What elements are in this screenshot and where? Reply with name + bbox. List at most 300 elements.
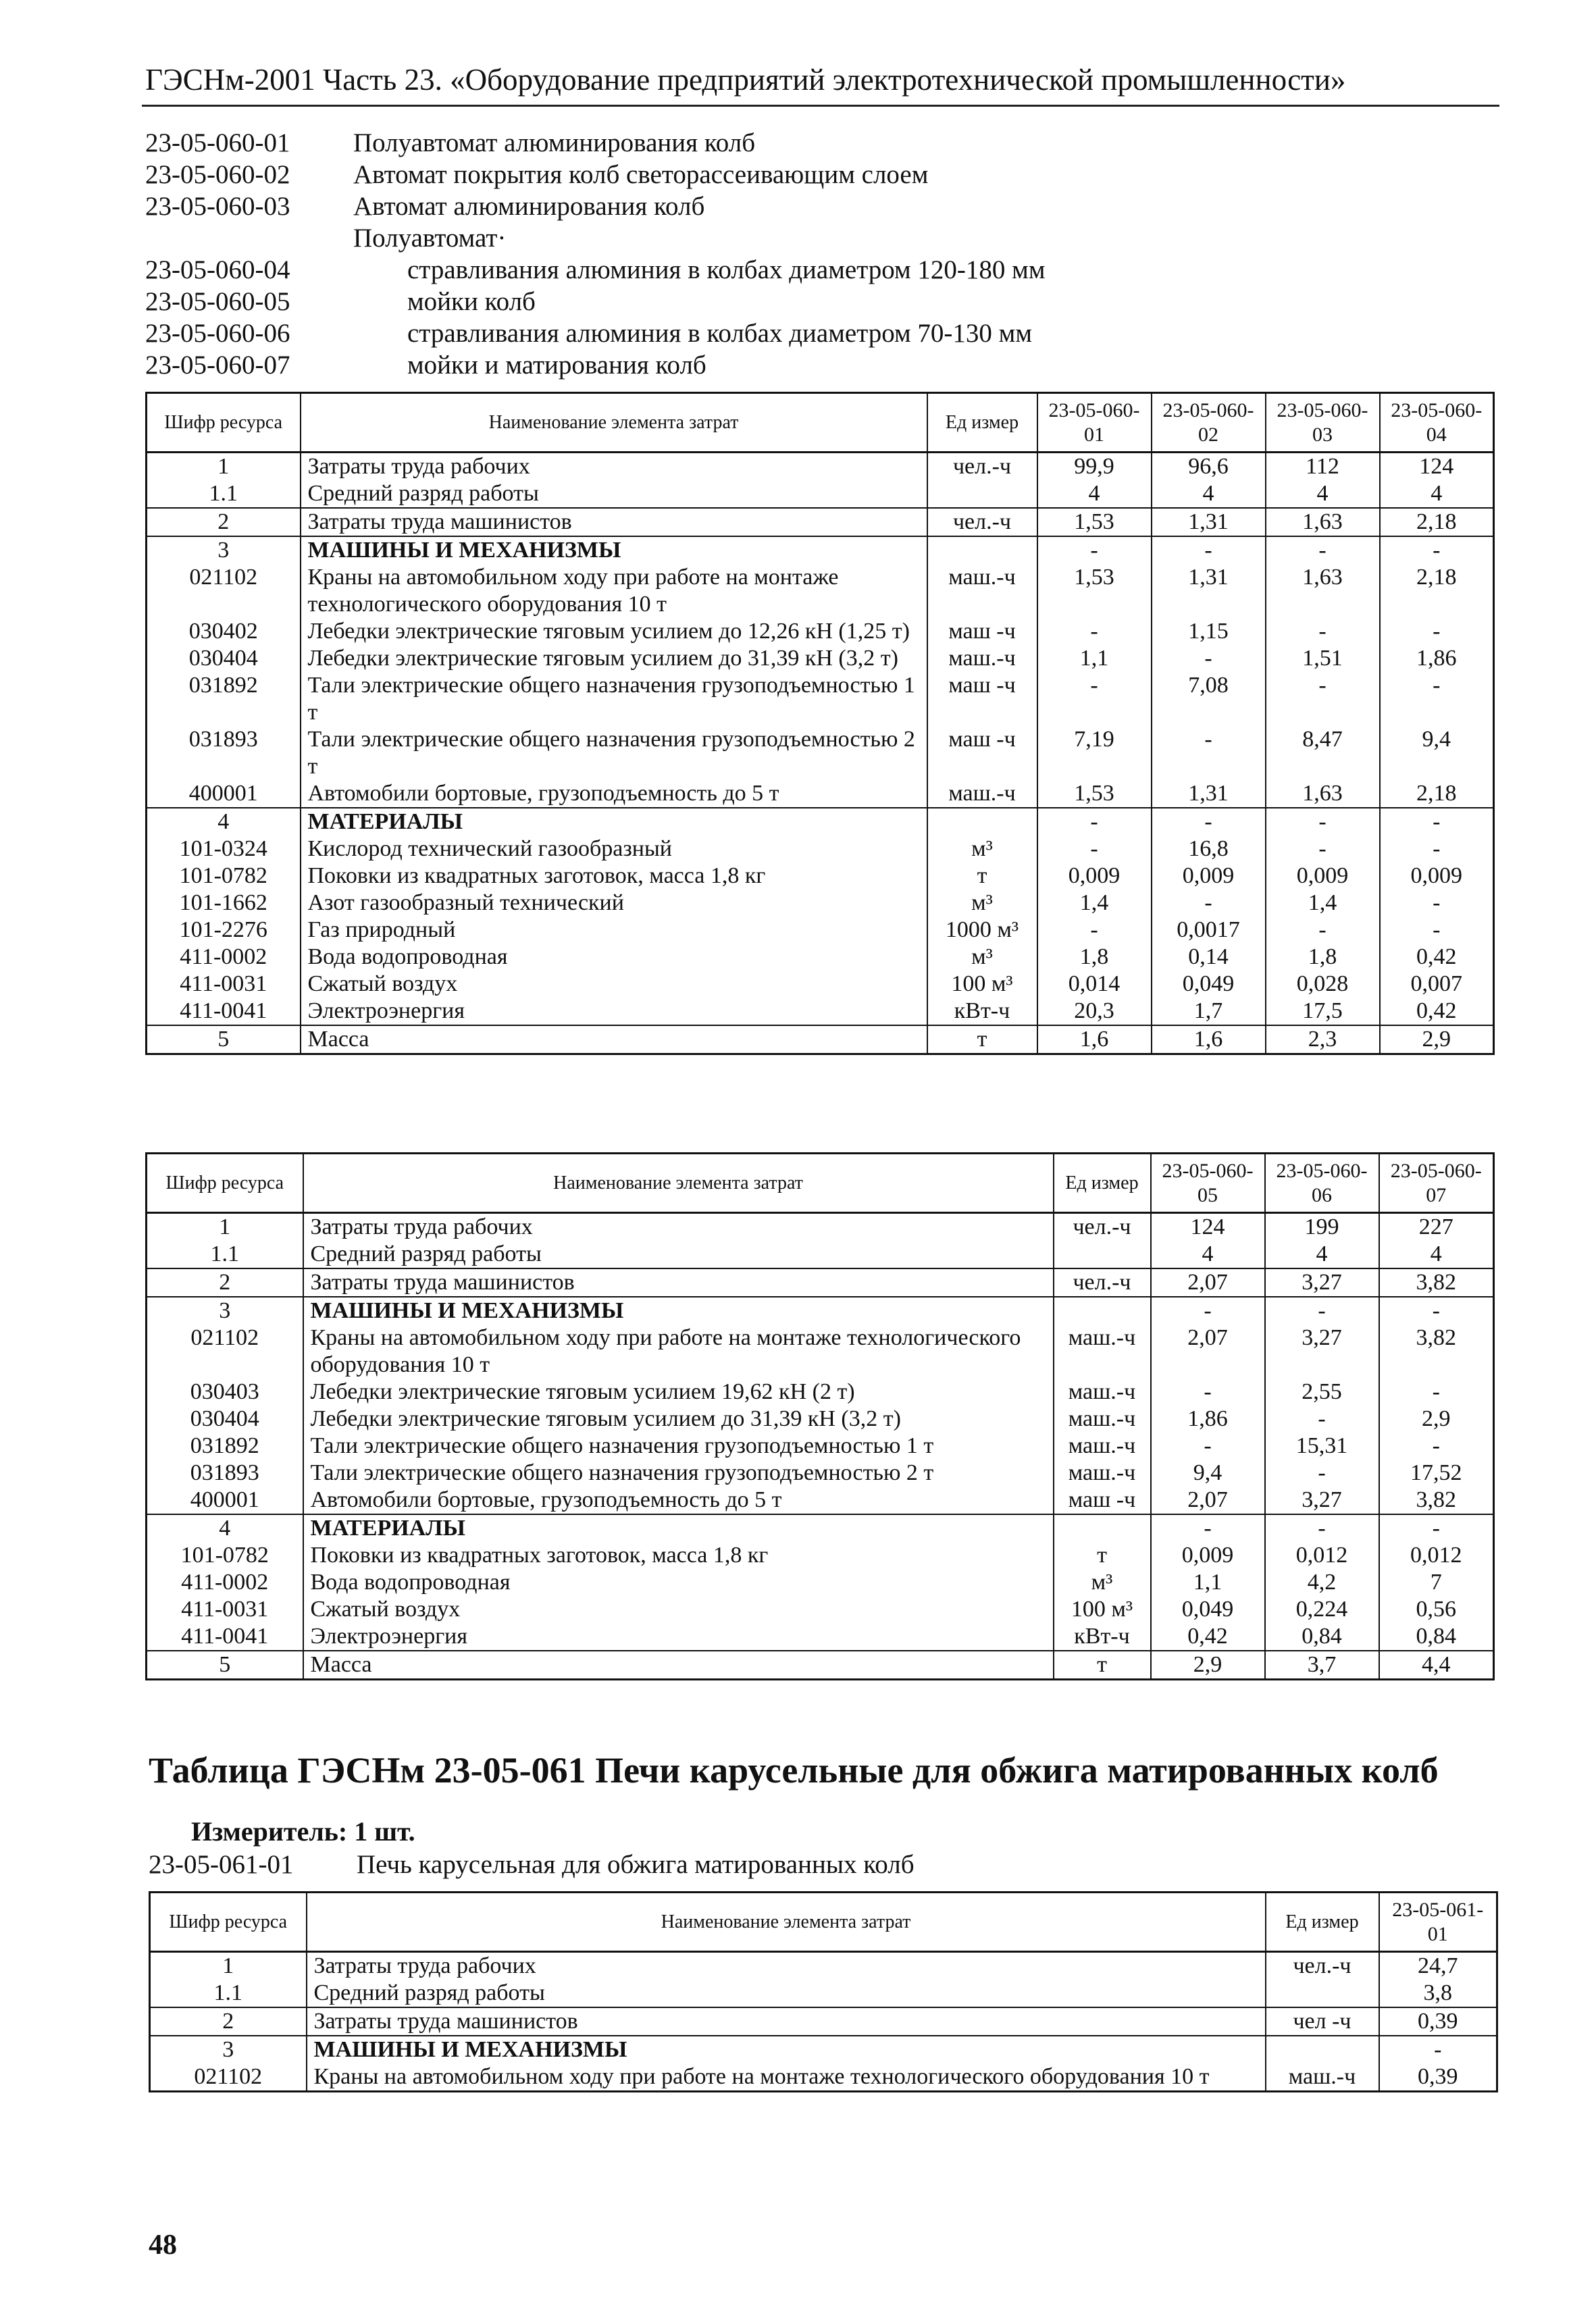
resource-name: Затраты труда рабочих	[303, 1213, 1054, 1241]
resource-value: 1,53	[1037, 780, 1152, 808]
resource-code: 400001	[147, 780, 301, 808]
section-item-code: 23-05-061-01	[149, 1850, 294, 1879]
resource-name: Краны на автомобильном ходу при работе на монтаже технологического оборудования 10 т	[301, 564, 927, 618]
resource-code: 101-0324	[147, 835, 301, 863]
resource-value: 0,39	[1379, 2007, 1497, 2036]
resource-code: 2	[147, 508, 301, 536]
item-name: мойки и матирования колб	[407, 351, 706, 380]
resource-name: Автомобили бортовые, грузоподъемность до 5 т	[303, 1487, 1054, 1514]
resource-value: 1,15	[1152, 618, 1266, 645]
resource-name: Средний разряд работы	[303, 1241, 1054, 1268]
item-name: Автомат алюминирования колб	[353, 192, 705, 221]
resource-value: 199	[1265, 1213, 1379, 1241]
resource-value: 0,049	[1152, 971, 1266, 998]
table-row	[147, 726, 1494, 780]
resource-value: 1,53	[1037, 508, 1152, 536]
resource-value: 1,86	[1151, 1406, 1265, 1433]
resource-value: -	[1380, 890, 1494, 917]
resource-value: -	[1380, 835, 1494, 863]
item-name: стравливания алюминия в колбах диаметром 70-130 мм	[407, 319, 1033, 348]
resource-value: -	[1266, 808, 1380, 835]
resource-unit: м³	[1054, 1569, 1151, 1596]
resource-unit: маш.-ч	[1054, 1406, 1151, 1433]
resource-value: 3,27	[1265, 1268, 1379, 1297]
resource-value: 112	[1266, 453, 1380, 481]
header-code: Шифр ресурса	[150, 1893, 307, 1952]
item-name: Полуавтомат·	[353, 224, 507, 253]
resource-value: -	[1379, 1297, 1494, 1325]
resource-value: 0,014	[1037, 971, 1152, 998]
resource-value: 124	[1380, 453, 1494, 481]
table-header-row	[147, 1154, 1494, 1213]
resource-value: 2,9	[1151, 1651, 1265, 1680]
item-code: 23-05-060-02	[145, 160, 290, 189]
table-row	[147, 564, 1494, 618]
section-item	[149, 1849, 1432, 1880]
resource-unit: м³	[927, 835, 1037, 863]
table-row	[147, 944, 1494, 971]
resource-unit	[927, 808, 1037, 835]
item-code: 23-05-060-06	[145, 319, 290, 348]
resource-unit: чел.-ч	[1054, 1268, 1151, 1297]
resource-value: -	[1037, 917, 1152, 944]
resource-value: -	[1152, 808, 1266, 835]
resource-name: Затраты труда машинистов	[303, 1268, 1054, 1297]
resource-name: Электроэнергия	[301, 998, 927, 1025]
resource-value: 2,9	[1379, 1406, 1494, 1433]
item-list-row	[145, 349, 1428, 381]
item-name: Полуавтомат алюминирования колб	[353, 128, 756, 157]
resource-value: 0,028	[1266, 971, 1380, 998]
resource-value: 0,42	[1380, 944, 1494, 971]
resource-value: 0,012	[1265, 1542, 1379, 1569]
resource-unit: т	[927, 863, 1037, 890]
resource-value: 4	[1379, 1241, 1494, 1268]
item-name: мойки колб	[407, 287, 536, 316]
resource-name: Тали электрические общего назначения грузоподъемностью 1 т	[303, 1433, 1054, 1460]
header-code: Шифр ресурса	[147, 393, 301, 453]
table-row	[147, 508, 1494, 536]
resource-unit	[927, 536, 1037, 564]
section-title: Таблица ГЭСНм 23-05-061 Печи карусельные для обжига матированных колб	[149, 1750, 1439, 1791]
resource-name: Лебедки электрические тяговым усилием до 12,26 кН (1,25 т)	[301, 618, 927, 645]
resource-code: 021102	[150, 2063, 307, 2092]
table-row	[147, 1325, 1494, 1379]
resource-name: Средний разряд работы	[307, 1980, 1266, 2007]
resource-name: МАТЕРИАЛЫ	[301, 808, 927, 835]
resource-unit: маш.-ч	[1266, 2063, 1379, 2092]
table-row	[147, 618, 1494, 645]
resource-name: Кислород технический газообразный	[301, 835, 927, 863]
item-list-row	[145, 254, 1428, 286]
resource-value: 1,8	[1037, 944, 1152, 971]
table-row	[147, 1379, 1494, 1406]
resource-value: 0,049	[1151, 1596, 1265, 1623]
header-column-code: 23-05-061-01	[1379, 1893, 1497, 1952]
resource-value: 1,1	[1151, 1569, 1265, 1596]
resource-value: 1,31	[1152, 508, 1266, 536]
header-column-code: 23-05-060-07	[1379, 1154, 1494, 1213]
resource-unit: т	[1054, 1651, 1151, 1680]
resource-value: 1,8	[1266, 944, 1380, 971]
resource-name: Лебедки электрические тяговым усилием до 31,39 кН (3,2 т)	[303, 1406, 1054, 1433]
table-row	[150, 2063, 1497, 2092]
resource-unit: маш.-ч	[927, 780, 1037, 808]
resource-unit: кВт-ч	[927, 998, 1037, 1025]
resource-code: 030404	[147, 1406, 303, 1433]
table-row	[147, 917, 1494, 944]
resource-table-1	[145, 392, 1495, 1055]
resource-value: 9,4	[1151, 1460, 1265, 1487]
resource-unit: маш.-ч	[1054, 1460, 1151, 1487]
resource-value: 7,19	[1037, 726, 1152, 780]
resource-code: 411-0041	[147, 1623, 303, 1651]
table-row	[147, 1487, 1494, 1514]
table-row	[150, 2036, 1497, 2063]
table-row	[147, 1460, 1494, 1487]
resource-code: 3	[147, 1297, 303, 1325]
resource-value: 4	[1266, 480, 1380, 508]
resource-value: 1,63	[1266, 780, 1380, 808]
table-row	[147, 998, 1494, 1025]
resource-code: 031892	[147, 672, 301, 726]
resource-name: Сжатый воздух	[303, 1596, 1054, 1623]
resource-code: 4	[147, 1514, 303, 1542]
resource-value: 1,53	[1037, 564, 1152, 618]
resource-value: -	[1380, 917, 1494, 944]
resource-value: 20,3	[1037, 998, 1152, 1025]
resource-name: Азот газообразный технический	[301, 890, 927, 917]
resource-value: 1,63	[1266, 508, 1380, 536]
resource-value: 4	[1037, 480, 1152, 508]
item-list-row	[145, 159, 1428, 190]
resource-unit	[1054, 1514, 1151, 1542]
resource-name: Лебедки электрические тяговым усилием до 31,39 кН (3,2 т)	[301, 645, 927, 672]
resource-code: 1	[147, 453, 301, 481]
resource-value: -	[1379, 1433, 1494, 1460]
resource-value: -	[1265, 1460, 1379, 1487]
table-row	[147, 1241, 1494, 1268]
table-row	[150, 1980, 1497, 2007]
resource-value: 3,27	[1265, 1487, 1379, 1514]
resource-value: 3,7	[1265, 1651, 1379, 1680]
resource-value: -	[1380, 536, 1494, 564]
item-list-row	[145, 222, 1428, 254]
table-row	[147, 1596, 1494, 1623]
table-row	[147, 1406, 1494, 1433]
resource-value: 0,84	[1379, 1623, 1494, 1651]
resource-value: 17,52	[1379, 1460, 1494, 1487]
resource-value: 1,31	[1152, 780, 1266, 808]
resource-value: -	[1037, 672, 1152, 726]
resource-code: 101-0782	[147, 863, 301, 890]
item-name: стравливания алюминия в колбах диаметром 120-180 мм	[407, 255, 1046, 284]
resource-code: 021102	[147, 1325, 303, 1379]
table-row	[147, 480, 1494, 508]
item-code: 23-05-060-03	[145, 192, 290, 221]
resource-value: 9,4	[1380, 726, 1494, 780]
resource-unit: маш.-ч	[1054, 1379, 1151, 1406]
resource-name: Краны на автомобильном ходу при работе на монтаже технологического оборудования 10 т	[307, 2063, 1266, 2092]
header-column-code: 23-05-060-04	[1380, 393, 1494, 453]
resource-name: Тали электрические общего назначения грузоподъемностью 2 т	[303, 1460, 1054, 1487]
resource-value: 2,55	[1265, 1379, 1379, 1406]
resource-value: 2,18	[1380, 780, 1494, 808]
header-unit: Ед измер	[1266, 1893, 1379, 1952]
resource-name: МАТЕРИАЛЫ	[303, 1514, 1054, 1542]
resource-value: 4	[1152, 480, 1266, 508]
resource-value: -	[1037, 618, 1152, 645]
header-unit: Ед измер	[927, 393, 1037, 453]
resource-value: 0,009	[1152, 863, 1266, 890]
resource-code: 411-0041	[147, 998, 301, 1025]
resource-name: Вода водопроводная	[303, 1569, 1054, 1596]
resource-value: 3,82	[1379, 1268, 1494, 1297]
resource-name: МАШИНЫ И МЕХАНИЗМЫ	[307, 2036, 1266, 2063]
resource-value: 3,8	[1379, 1980, 1497, 2007]
table-row	[147, 890, 1494, 917]
resource-unit: маш.-ч	[927, 564, 1037, 618]
resource-value: 0,39	[1379, 2063, 1497, 2092]
resource-value: 3,82	[1379, 1487, 1494, 1514]
resource-unit	[927, 480, 1037, 508]
resource-name: МАШИНЫ И МЕХАНИЗМЫ	[303, 1297, 1054, 1325]
header-column-code: 23-05-060-01	[1037, 393, 1152, 453]
resource-value: -	[1379, 2036, 1497, 2063]
resource-unit	[1266, 2036, 1379, 2063]
resource-value: -	[1151, 1379, 1265, 1406]
item-code: 23-05-060-04	[145, 255, 290, 284]
table-row	[150, 2007, 1497, 2036]
resource-value: 2,07	[1151, 1325, 1265, 1379]
resource-value: 4	[1380, 480, 1494, 508]
resource-value: 0,84	[1265, 1623, 1379, 1651]
resource-name: Масса	[303, 1651, 1054, 1680]
resource-code: 1.1	[147, 1241, 303, 1268]
resource-unit: 1000 м³	[927, 917, 1037, 944]
resource-unit: т	[927, 1025, 1037, 1054]
resource-code: 411-0031	[147, 971, 301, 998]
resource-code: 411-0002	[147, 1569, 303, 1596]
resource-value: 124	[1151, 1213, 1265, 1241]
table-row	[147, 1268, 1494, 1297]
item-list-row	[145, 190, 1428, 222]
resource-unit: маш -ч	[927, 726, 1037, 780]
resource-value: 16,8	[1152, 835, 1266, 863]
resource-unit: маш.-ч	[1054, 1433, 1151, 1460]
resource-code: 1.1	[147, 480, 301, 508]
resource-value: -	[1265, 1514, 1379, 1542]
resource-value: -	[1266, 618, 1380, 645]
resource-value: -	[1152, 645, 1266, 672]
resource-value: 1,6	[1037, 1025, 1152, 1054]
page-header: ГЭСНм-2001 Часть 23. «Оборудование предприятий электротехнической промышленности»	[145, 63, 1346, 97]
table-row	[147, 1623, 1494, 1651]
resource-code: 1.1	[150, 1980, 307, 2007]
resource-value: -	[1380, 808, 1494, 835]
resource-value: 1,51	[1266, 645, 1380, 672]
table-header-row	[150, 1893, 1497, 1952]
resource-value: 0,0017	[1152, 917, 1266, 944]
table-row	[147, 780, 1494, 808]
resource-value: -	[1151, 1514, 1265, 1542]
header-column-code: 23-05-060-06	[1265, 1154, 1379, 1213]
resource-code: 030403	[147, 1379, 303, 1406]
resource-value: 2,3	[1266, 1025, 1380, 1054]
resource-unit: маш -ч	[1054, 1487, 1151, 1514]
resource-value: 2,9	[1380, 1025, 1494, 1054]
resource-code: 2	[147, 1268, 303, 1297]
resource-value: -	[1037, 808, 1152, 835]
resource-value: 0,009	[1266, 863, 1380, 890]
item-code: 23-05-060-05	[145, 287, 290, 316]
resource-value: -	[1152, 536, 1266, 564]
table-row	[147, 645, 1494, 672]
resource-value: 7	[1379, 1569, 1494, 1596]
item-list-row	[145, 286, 1428, 317]
resource-table-3	[149, 1891, 1498, 2092]
header-rule	[142, 105, 1499, 107]
resource-value: 2,07	[1151, 1487, 1265, 1514]
resource-value: 0,56	[1379, 1596, 1494, 1623]
resource-value: 1,86	[1380, 645, 1494, 672]
resource-value: 24,7	[1379, 1952, 1497, 1980]
resource-value: 0,42	[1380, 998, 1494, 1025]
resource-unit: чел -ч	[1266, 2007, 1379, 2036]
table-row	[147, 863, 1494, 890]
resource-value: -	[1380, 618, 1494, 645]
table-row	[147, 971, 1494, 998]
resource-code: 400001	[147, 1487, 303, 1514]
resource-value: 227	[1379, 1213, 1494, 1241]
resource-value: 2,18	[1380, 564, 1494, 618]
resource-value: 0,012	[1379, 1542, 1494, 1569]
resource-value: 2,18	[1380, 508, 1494, 536]
table-row	[150, 1952, 1497, 1980]
resource-name: Лебедки электрические тяговым усилием 19,62 кН (2 т)	[303, 1379, 1054, 1406]
resource-unit: т	[1054, 1542, 1151, 1569]
resource-code: 101-0782	[147, 1542, 303, 1569]
table-row	[147, 835, 1494, 863]
table-row	[147, 453, 1494, 481]
header-name: Наименование элемента затрат	[307, 1893, 1266, 1952]
resource-name: Поковки из квадратных заготовок, масса 1,8 кг	[303, 1542, 1054, 1569]
resource-code: 4	[147, 808, 301, 835]
resource-code: 5	[147, 1025, 301, 1054]
resource-name: Газ природный	[301, 917, 927, 944]
resource-value: 1,7	[1152, 998, 1266, 1025]
table-row	[147, 1542, 1494, 1569]
resource-value: -	[1152, 890, 1266, 917]
resource-code: 2	[150, 2007, 307, 2036]
resource-name: Масса	[301, 1025, 927, 1054]
resource-value: -	[1266, 917, 1380, 944]
resource-unit: маш.-ч	[1054, 1325, 1151, 1379]
resource-name: Средний разряд работы	[301, 480, 927, 508]
resource-value: 2,07	[1151, 1268, 1265, 1297]
resource-code: 411-0002	[147, 944, 301, 971]
resource-code: 031893	[147, 726, 301, 780]
resource-code: 030402	[147, 618, 301, 645]
resource-value: 3,27	[1265, 1325, 1379, 1379]
resource-unit: чел.-ч	[1266, 1952, 1379, 1980]
table-row	[147, 1514, 1494, 1542]
header-unit: Ед измер	[1054, 1154, 1151, 1213]
resource-code: 3	[147, 536, 301, 564]
resource-code: 411-0031	[147, 1596, 303, 1623]
resource-code: 101-2276	[147, 917, 301, 944]
resource-code: 5	[147, 1651, 303, 1680]
table-row	[147, 1433, 1494, 1460]
item-list	[145, 127, 1428, 381]
header-column-code: 23-05-060-02	[1152, 393, 1266, 453]
resource-name: Электроэнергия	[303, 1623, 1054, 1651]
table-row	[147, 1569, 1494, 1596]
resource-name: МАШИНЫ И МЕХАНИЗМЫ	[301, 536, 927, 564]
resource-value: 0,009	[1380, 863, 1494, 890]
resource-value: 0,42	[1151, 1623, 1265, 1651]
resource-value: 0,007	[1380, 971, 1494, 998]
resource-unit: м³	[927, 944, 1037, 971]
unit-line: Измеритель: 1 шт.	[191, 1816, 415, 1847]
resource-value: 4	[1265, 1241, 1379, 1268]
resource-value: -	[1265, 1297, 1379, 1325]
header-column-code: 23-05-060-03	[1266, 393, 1380, 453]
resource-value: 4,2	[1265, 1569, 1379, 1596]
resource-unit: маш -ч	[927, 672, 1037, 726]
resource-value: 4	[1151, 1241, 1265, 1268]
resource-name: Поковки из квадратных заготовок, масса 1,8 кг	[301, 863, 927, 890]
resource-value: -	[1037, 835, 1152, 863]
resource-value: -	[1151, 1433, 1265, 1460]
resource-code: 101-1662	[147, 890, 301, 917]
resource-value: 1,4	[1266, 890, 1380, 917]
item-code: 23-05-060-01	[145, 128, 290, 157]
item-name: Автомат покрытия колб светорассеивающим слоем	[353, 160, 929, 189]
resource-name: Тали электрические общего назначения грузоподъемностью 1 т	[301, 672, 927, 726]
table-row	[147, 1651, 1494, 1680]
resource-value: 1,31	[1152, 564, 1266, 618]
resource-name: Затраты труда рабочих	[307, 1952, 1266, 1980]
resource-table-2	[145, 1152, 1495, 1680]
resource-value: 1,63	[1266, 564, 1380, 618]
header-name: Наименование элемента затрат	[301, 393, 927, 453]
resource-unit	[1054, 1241, 1151, 1268]
table-row	[147, 1213, 1494, 1241]
resource-name: Затраты труда рабочих	[301, 453, 927, 481]
resource-name: Затраты труда машинистов	[301, 508, 927, 536]
resource-code: 031893	[147, 1460, 303, 1487]
resource-unit	[1054, 1297, 1151, 1325]
resource-name: Затраты труда машинистов	[307, 2007, 1266, 2036]
resource-value: 4,4	[1379, 1651, 1494, 1680]
resource-value: -	[1152, 726, 1266, 780]
resource-name: Автомобили бортовые, грузоподъемность до 5 т	[301, 780, 927, 808]
resource-unit: чел.-ч	[927, 508, 1037, 536]
resource-unit: маш -ч	[927, 618, 1037, 645]
resource-code: 3	[150, 2036, 307, 2063]
resource-value: 7,08	[1152, 672, 1266, 726]
resource-value: 3,82	[1379, 1325, 1494, 1379]
resource-code: 1	[147, 1213, 303, 1241]
resource-code: 030404	[147, 645, 301, 672]
resource-value: -	[1379, 1379, 1494, 1406]
resource-unit: маш.-ч	[927, 645, 1037, 672]
resource-unit: чел.-ч	[927, 453, 1037, 481]
resource-unit: чел.-ч	[1054, 1213, 1151, 1241]
table-row	[147, 1297, 1494, 1325]
item-list-row	[145, 317, 1428, 349]
